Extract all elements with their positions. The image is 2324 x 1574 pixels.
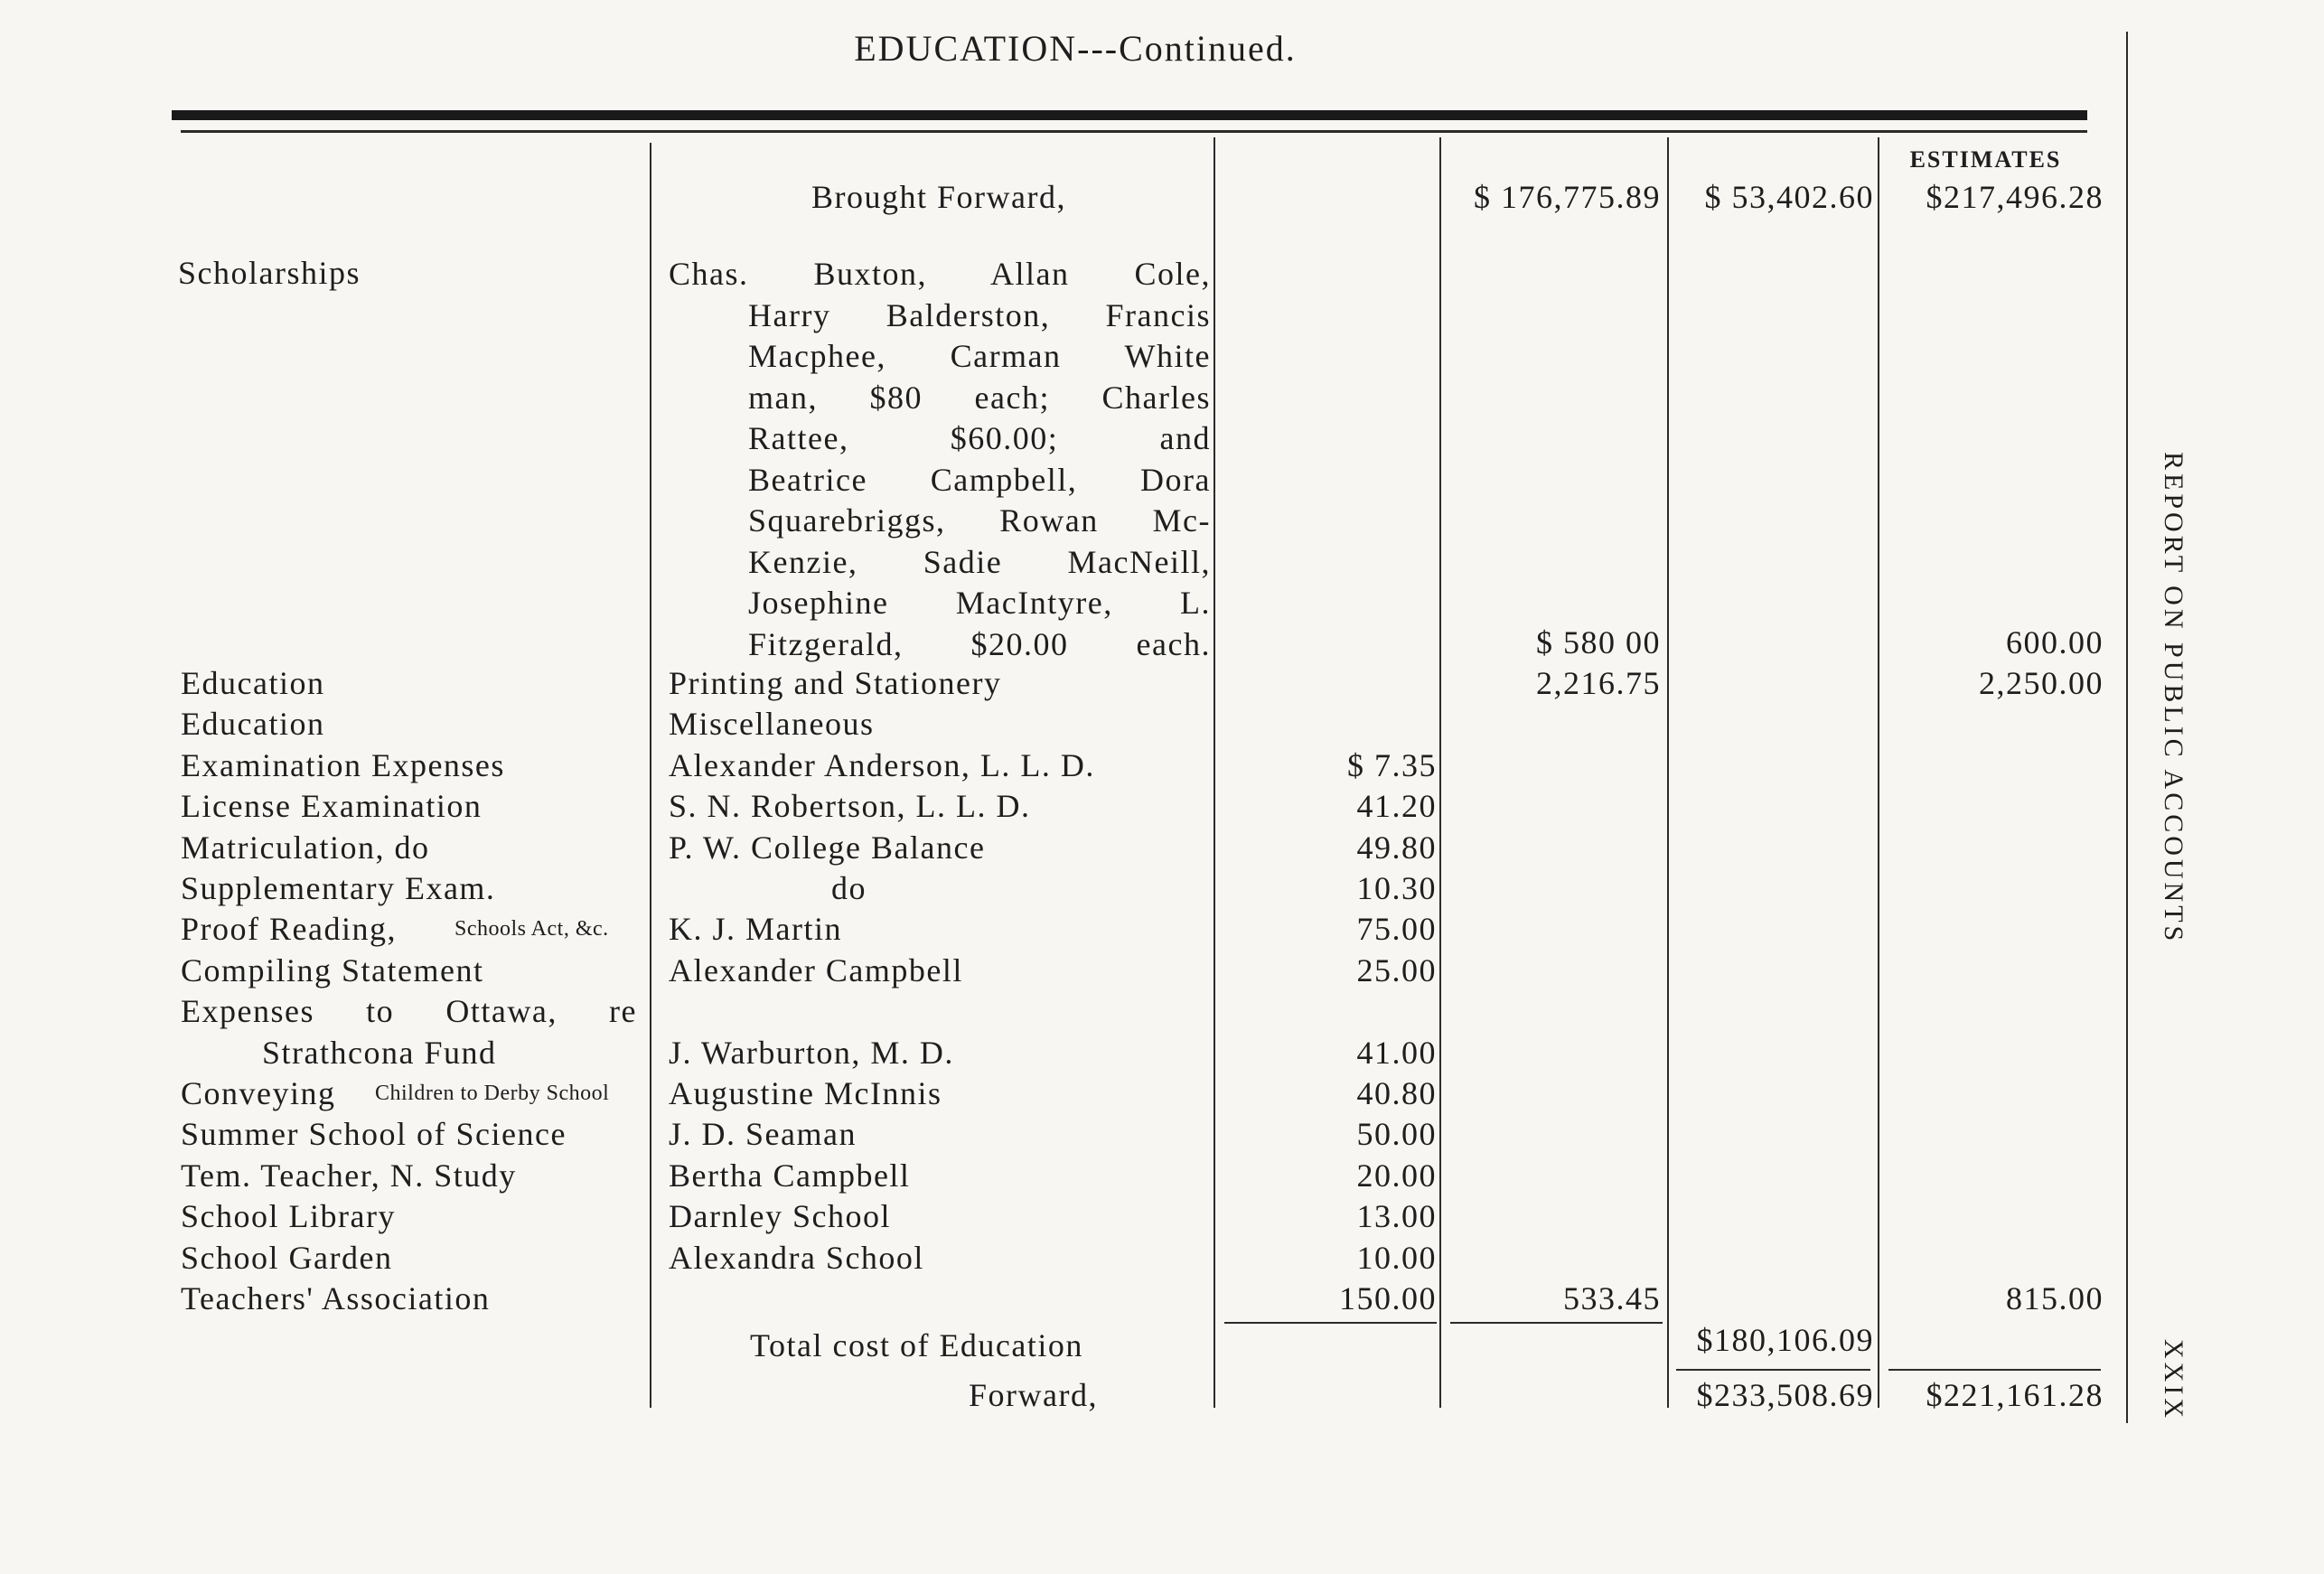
row-item: Compiling Statement bbox=[181, 951, 484, 988]
forward-col5: $233,508.69 bbox=[1696, 1377, 1874, 1413]
row-amount: 75.00 bbox=[1356, 911, 1437, 948]
row-payee: Darnley School bbox=[669, 1198, 891, 1235]
brought-forward-col6: $217,496.28 bbox=[1926, 179, 2104, 215]
scholarship-line: Rattee, $60.00; and bbox=[748, 420, 1211, 456]
row-amount: 41.00 bbox=[1356, 1034, 1437, 1071]
scholarships-recipients bbox=[669, 254, 1211, 665]
row-amount: 10.30 bbox=[1356, 870, 1437, 906]
row-item-note: Schools Act, &c. bbox=[454, 917, 609, 942]
row-payee: J. Warburton, M. D. bbox=[669, 1034, 954, 1071]
row-item: Summer School of Science bbox=[181, 1116, 567, 1153]
column-rule-5 bbox=[1878, 137, 1879, 1408]
estimate-underline bbox=[1888, 1369, 2101, 1371]
row-estimate: 815.00 bbox=[2006, 1280, 2104, 1316]
row-item: Conveying bbox=[181, 1075, 336, 1111]
row-item: Supplementary Exam. bbox=[181, 870, 496, 906]
row-payee: K. J. Martin bbox=[669, 911, 842, 948]
estimates-heading: ESTIMATES bbox=[1909, 146, 2062, 173]
row-item: Examination Expenses bbox=[181, 746, 505, 783]
page-number: XXIX bbox=[2159, 1339, 2188, 1421]
page-title: EDUCATION---Continued. bbox=[854, 28, 1297, 69]
row-payee: Bertha Campbell bbox=[669, 1157, 911, 1194]
brought-forward-col5: $ 53,402.60 bbox=[1704, 179, 1874, 215]
scholarship-line: Harry Balderston, Francis bbox=[748, 296, 1211, 333]
brought-forward-label: Brought Forward, bbox=[811, 179, 1066, 215]
row-item: License Examination bbox=[181, 788, 483, 825]
scholarship-line: man, $80 each; Charles bbox=[748, 379, 1211, 416]
row-payee: do bbox=[831, 870, 867, 906]
row-amount: 10.00 bbox=[1356, 1239, 1437, 1276]
column-rule-1 bbox=[650, 143, 651, 1408]
scholarships-estimate: 600.00 bbox=[2006, 624, 2104, 661]
row-item: Matriculation, do bbox=[181, 829, 430, 866]
row-payee: J. D. Seaman bbox=[669, 1116, 857, 1153]
scholarship-line: Chas. Buxton, Allan Cole, bbox=[669, 256, 1211, 292]
scholarships-total: $ 580 00 bbox=[1536, 624, 1661, 661]
column-rule-3 bbox=[1439, 137, 1441, 1408]
header-rule-thin bbox=[181, 130, 2087, 133]
row-payee: Printing and Stationery bbox=[669, 665, 1002, 701]
row-payee: P. W. College Balance bbox=[669, 829, 986, 866]
row-amount: 50.00 bbox=[1356, 1116, 1437, 1153]
scholarship-line: Beatrice Campbell, Dora bbox=[748, 461, 1211, 498]
amount-column-underline bbox=[1224, 1322, 1437, 1324]
row-amount: 40.80 bbox=[1356, 1075, 1437, 1111]
row-item: Expenses to Ottawa, re bbox=[181, 993, 637, 1030]
row-amount: 150.00 bbox=[1339, 1280, 1437, 1316]
scholarship-line: Kenzie, Sadie MacNeill, bbox=[748, 543, 1211, 580]
row-payee: Alexander Campbell bbox=[669, 951, 963, 988]
total-cost-label: Total cost of Education bbox=[750, 1327, 1083, 1363]
scholarship-line: Fitzgerald, $20.00 each. bbox=[748, 625, 1211, 662]
brought-forward-col4: $ 176,775.89 bbox=[1474, 179, 1661, 215]
row-item: Strathcona Fund bbox=[262, 1034, 497, 1071]
row-subtotal: 2,216.75 bbox=[1536, 665, 1661, 701]
row-subtotal: 533.45 bbox=[1563, 1280, 1661, 1316]
page-edge-rule bbox=[2126, 32, 2128, 1423]
scholarship-line: Squarebriggs, Rowan Mc- bbox=[748, 502, 1211, 539]
scholarships-label: Scholarships bbox=[178, 255, 361, 291]
subtotal-column-underline bbox=[1450, 1322, 1663, 1324]
row-amount: 20.00 bbox=[1356, 1157, 1437, 1194]
row-payee: Alexandra School bbox=[669, 1239, 924, 1276]
row-item: Education bbox=[181, 706, 325, 743]
column-rule-4 bbox=[1667, 137, 1669, 1408]
row-estimate: 2,250.00 bbox=[1979, 665, 2104, 701]
row-amount: 41.20 bbox=[1356, 788, 1437, 825]
total-cost-value: $180,106.09 bbox=[1696, 1322, 1874, 1358]
row-item: Teachers' Association bbox=[181, 1280, 491, 1316]
row-payee: S. N. Robertson, L. L. D. bbox=[669, 788, 1031, 825]
row-item: Education bbox=[181, 665, 325, 701]
row-payee: Augustine McInnis bbox=[669, 1075, 942, 1111]
row-amount: 13.00 bbox=[1356, 1198, 1437, 1235]
scholarship-line: Josephine MacIntyre, L. bbox=[748, 585, 1211, 621]
side-running-title: REPORT ON PUBLIC ACCOUNTS bbox=[2159, 452, 2188, 945]
row-item: Proof Reading, bbox=[181, 911, 397, 948]
forward-label: Forward, bbox=[969, 1377, 1098, 1413]
scholarship-line: Macphee, Carman White bbox=[748, 338, 1211, 374]
row-amount: 25.00 bbox=[1356, 951, 1437, 988]
row-item: Tem. Teacher, N. Study bbox=[181, 1157, 517, 1194]
total-underline bbox=[1676, 1369, 1870, 1371]
forward-col6: $221,161.28 bbox=[1926, 1377, 2104, 1413]
header-rule-thick bbox=[172, 110, 2087, 120]
row-payee: Miscellaneous bbox=[669, 706, 875, 743]
row-amount: 49.80 bbox=[1356, 829, 1437, 866]
row-item: School Garden bbox=[181, 1239, 393, 1276]
row-item: School Library bbox=[181, 1198, 396, 1235]
row-amount: $ 7.35 bbox=[1347, 746, 1437, 783]
row-item-note: Children to Derby School bbox=[375, 1082, 610, 1105]
row-payee: Alexander Anderson, L. L. D. bbox=[669, 746, 1095, 783]
